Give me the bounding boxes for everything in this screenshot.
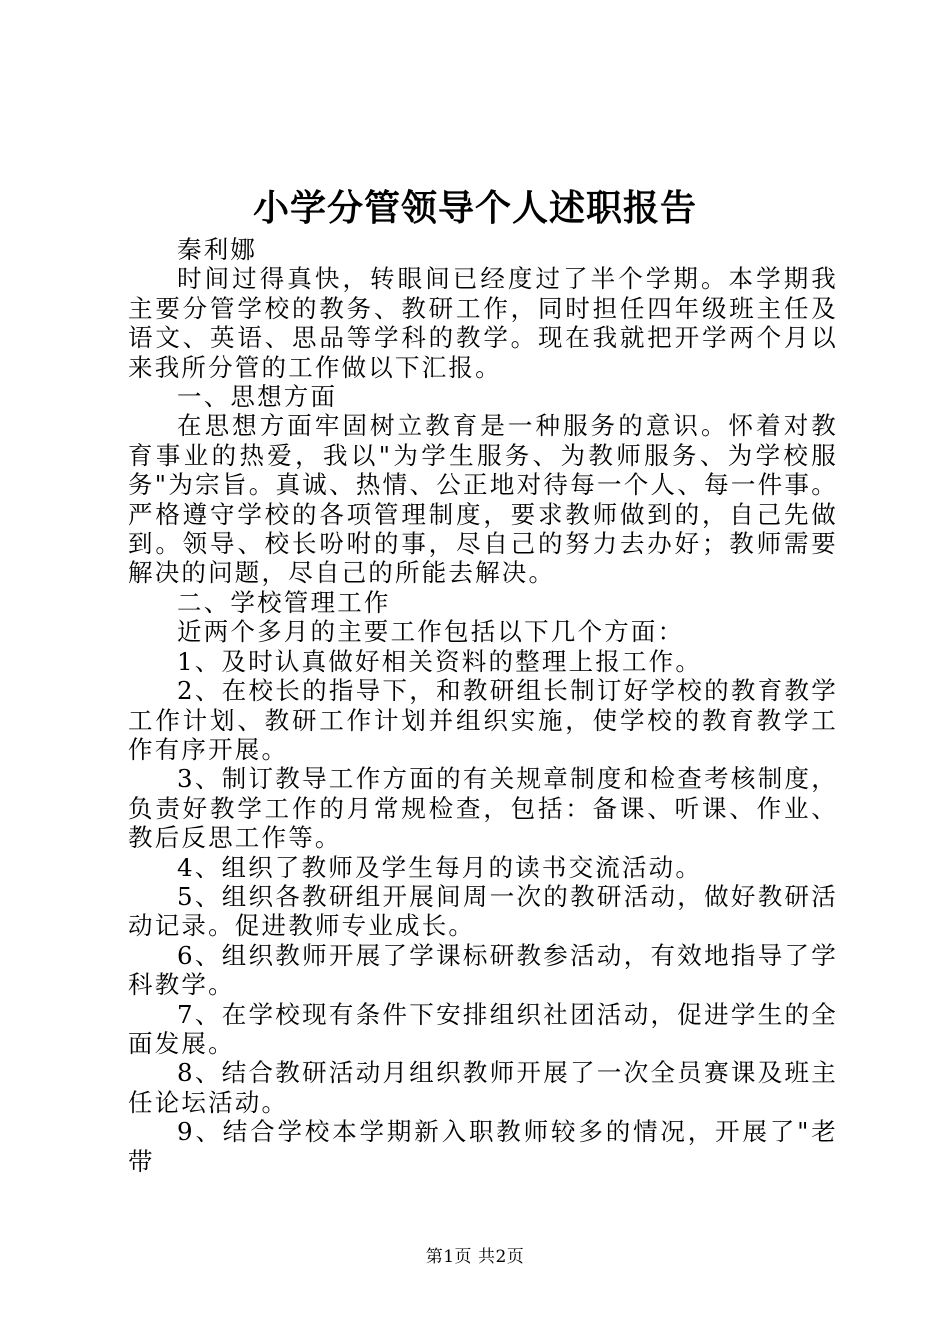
list-item-7: 7、在学校现有条件下安排组织社团活动，促进学生的全面发展。 <box>128 999 838 1058</box>
list-item-9: 9、结合学校本学期新入职教师较多的情况，开展了"老带 <box>128 1117 838 1176</box>
thought-paragraph: 在思想方面牢固树立教育是一种服务的意识。怀着对教育事业的热爱，我以"为学生服务、为教师服务、为学校服务"为宗旨。真诚、热情、公正地对待每一个人、每一件事。严格遵守学校的各项管理制度，要求教师做到的，自己先做到。领导、校长吩咐的事，尽自己的努力去办好；教师需要解决的问题，尽自己的所能去解决。 <box>128 411 838 588</box>
management-intro: 近两个多月的主要工作包括以下几个方面： <box>177 617 685 647</box>
list-item-8: 8、结合教研活动月组织教师开展了一次全员赛课及班主任论坛活动。 <box>128 1058 838 1117</box>
list-item-6: 6、组织教师开展了学课标研教参活动，有效地指导了学科教学。 <box>128 940 838 1000</box>
author-name: 秦利娜 <box>177 235 258 264</box>
intro-paragraph: 时间过得真快，转眼间已经度过了半个学期。本学期我主要分管学校的教务、教研工作，同时担任四年级班主任及语文、英语、思品等学科的教学。现在我就把开学两个月以来我所分管的工作做以下汇报。 <box>128 264 838 382</box>
document-title: 小学分管领导个人述职报告 <box>252 187 697 229</box>
document-body <box>128 235 838 1176</box>
list-item-5: 5、组织各教研组开展间周一次的教研活动，做好教研活动记录。促进教师专业成长。 <box>128 881 838 941</box>
list-item-3: 3、制订教导工作方面的有关规章制度和检查考核制度，负责好教学工作的月常规检查，包括：备课、听课、作业、教后反思工作等。 <box>128 764 838 853</box>
list-item-2: 2、在校长的指导下，和教研组长制订好学校的教育教学工作计划、教研工作计划并组织实施，使学校的教育教学工作有序开展。 <box>128 676 838 764</box>
section-heading-management: 二、学校管理工作 <box>177 587 391 617</box>
list-item-1: 1、及时认真做好相关资料的整理上报工作。 <box>177 646 703 676</box>
page-footer: 第1页 共2页 <box>425 1247 525 1267</box>
section-heading-thought: 一、思想方面 <box>177 382 338 412</box>
list-item-4: 4、组织了教师及学生每月的读书交流活动。 <box>177 852 703 882</box>
